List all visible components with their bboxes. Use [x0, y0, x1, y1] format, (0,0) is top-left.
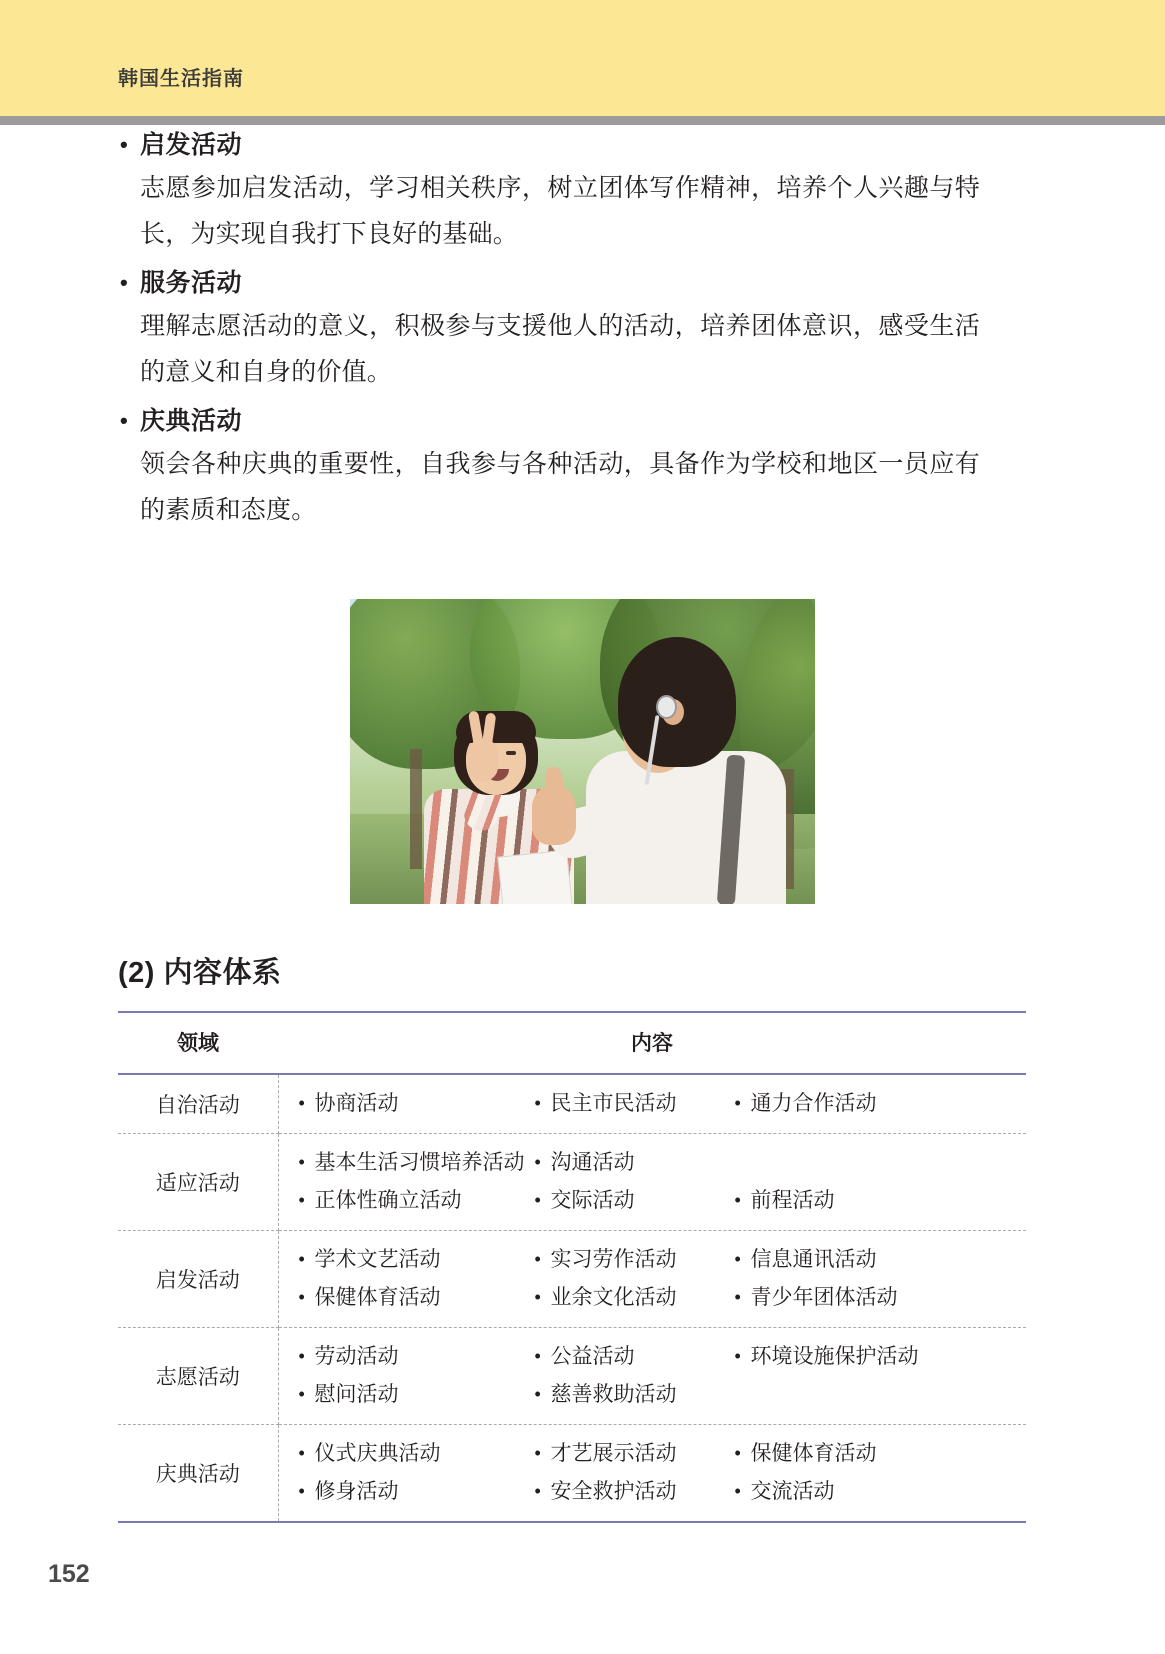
page-number: 152 — [48, 1560, 90, 1588]
girl-eye — [506, 751, 516, 755]
students-photo — [350, 599, 815, 904]
list-item: • 慰问活动 — [279, 1380, 529, 1410]
bullet-text: 领会各种庆典的重要性，自我参与各种活动，具备作为学校和地区一员应有的素质和态度。 — [140, 450, 980, 524]
table-row — [118, 1328, 1026, 1425]
list-item: • 实习劳作活动 — [529, 1245, 729, 1275]
page-content — [0, 125, 1165, 1523]
earphone-icon — [656, 695, 677, 719]
list-item: • 慈善救助活动 — [529, 1380, 729, 1410]
list-item: • 沟通活动 — [529, 1148, 729, 1178]
list-item: • 才艺展示活动 — [529, 1439, 729, 1469]
tree-trunk — [410, 749, 422, 869]
row-items — [278, 1328, 1026, 1425]
list-item: • 基本生活习惯培养活动 — [279, 1148, 529, 1178]
list-item: • 保健体育活动 — [729, 1439, 1027, 1469]
row-field-label: 适应活动 — [118, 1134, 278, 1231]
list-item: • 修身活动 — [279, 1477, 529, 1507]
row-field-label: 启发活动 — [118, 1231, 278, 1328]
list-item: • 信息通讯活动 — [729, 1245, 1027, 1275]
table-row — [118, 1134, 1026, 1231]
list-item-empty — [729, 1148, 1027, 1178]
table-header-row — [118, 1012, 1026, 1074]
row-field-label: 自治活动 — [118, 1074, 278, 1134]
list-item: • 交际活动 — [529, 1186, 729, 1216]
table-row — [118, 1231, 1026, 1328]
row-field-label: 庆典活动 — [118, 1425, 278, 1523]
list-item: • 交流活动 — [729, 1477, 1027, 1507]
table-row — [118, 1425, 1026, 1523]
header-title: 韩国生活指南 — [118, 68, 244, 90]
list-item: • 学术文艺活动 — [279, 1245, 529, 1275]
row-items — [278, 1134, 1026, 1231]
row-items — [278, 1231, 1026, 1328]
row-field-label: 志愿活动 — [118, 1328, 278, 1425]
list-item-empty — [729, 1380, 1027, 1410]
list-item: • 公益活动 — [529, 1342, 729, 1372]
list-item: • 劳动活动 — [279, 1342, 529, 1372]
page-title: (2) 内容体系 — [118, 957, 282, 989]
bullet-list — [0, 125, 1165, 533]
list-item: • 青少年团体活动 — [729, 1283, 1027, 1313]
list-item: • 前程活动 — [729, 1186, 1027, 1216]
bullet-title: • 启发活动 — [0, 125, 1165, 165]
list-item: • 保健体育活动 — [279, 1283, 529, 1313]
list-item: • 通力合作活动 — [729, 1089, 1027, 1119]
list-item: • 正体性确立活动 — [279, 1186, 529, 1216]
row-items — [278, 1074, 1026, 1134]
list-item: • 民主市民活动 — [529, 1089, 729, 1119]
girl-hand — [468, 739, 498, 781]
page-header-band — [0, 0, 1165, 116]
list-item: • 仪式庆典活动 — [279, 1439, 529, 1469]
column-header-content: 内容 — [278, 1012, 1026, 1074]
column-header-field: 领域 — [118, 1012, 278, 1074]
list-item: • 协商活动 — [279, 1089, 529, 1119]
list-item — [0, 263, 1165, 395]
table-row — [118, 1074, 1026, 1134]
list-item: • 环境设施保护活动 — [729, 1342, 1027, 1372]
list-item — [0, 125, 1165, 257]
list-item — [0, 401, 1165, 533]
row-items — [278, 1425, 1026, 1523]
notebook — [497, 849, 572, 904]
bullet-text: 志愿参加启发活动，学习相关秩序，树立团体写作精神，培养个人兴趣与特长，为实现自我打下良好的基础。 — [140, 174, 980, 248]
bullet-title: • 服务活动 — [0, 263, 1165, 303]
list-item: • 业余文化活动 — [529, 1283, 729, 1313]
photo-container — [0, 599, 1165, 904]
content-system-table — [118, 1011, 1026, 1523]
header-divider — [0, 116, 1165, 125]
bullet-title: • 庆典活动 — [0, 401, 1165, 441]
bullet-text: 理解志愿活动的意义，积极参与支援他人的活动，培养团体意识，感受生活的意义和自身的价值。 — [140, 312, 980, 386]
list-item: • 安全救护活动 — [529, 1477, 729, 1507]
